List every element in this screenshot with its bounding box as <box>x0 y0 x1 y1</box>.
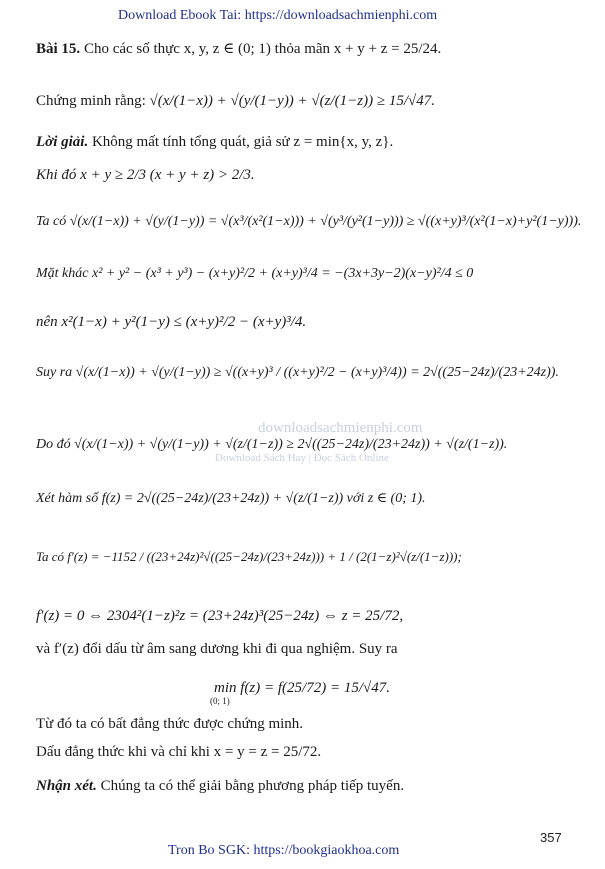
solution-label: Lời giải. <box>36 134 89 150</box>
solution-line-13: Từ đó ta có bất đẳng thức được chứng minh. <box>36 716 304 732</box>
problem-label: Bài 15. <box>36 41 81 57</box>
solution-line-9: Ta có f′(z) = −1152 / ((23+24z)²√((25−24z)/(23+24z))) + 1 / (2(1−z)²√(z/(1−z))); <box>36 549 462 564</box>
solution-line-8: Xét hàm số f(z) = 2√((25−24z)/(23+24z)) + √(z/(1−z)) với z ∈ (0; 1). <box>36 491 426 506</box>
solution-line-4: Mặt khác x² + y² − (x³ + y³) − (x+y)²/2 + (x+y)³/4 = −(3x+3y−2)(x−y)²/4 ≤ 0 <box>36 266 474 281</box>
remark-line <box>36 777 404 795</box>
solution-line-10: f′(z) = 0 ⇔ 2304²(1−z)²z = (23+24z)³(25−24z) ⇔ z = 25/72, <box>36 608 404 624</box>
prove-line <box>36 92 435 110</box>
page-number: 357 <box>540 830 562 845</box>
page-footer: Tron Bo SGK: https://bookgiaokhoa.com <box>168 843 400 858</box>
solution-line-12: min f(z) = f(25/72) = 15/√47. <box>214 680 390 696</box>
page-header: Download Ebook Tai: https://downloadsachmienphi.com <box>118 8 438 23</box>
solution-line-6: Suy ra √(x/(1−x)) + √(y/(1−y)) ≥ √((x+y)³ / ((x+y)²/2 − (x+y)³/4)) = 2√((25−24z)/(23+24z)). <box>36 365 559 380</box>
watermark-tagline: Download Sách Hay | Đọc Sách Online <box>215 452 389 464</box>
solution-line-3: Ta có √(x/(1−x)) + √(y/(1−y)) = √(x³/(x²(1−x))) + √(y³/(y²(1−y))) ≥ √((x+y)³/(x²(1−x)+y²(1−y))). <box>36 214 582 229</box>
solution-line-1 <box>36 133 393 151</box>
solution-line-14: Dấu đẳng thức khi và chỉ khi x = y = z = 25/72. <box>36 744 322 760</box>
remark-text: Chúng ta có thể giải bằng phương pháp tiếp tuyến. <box>100 778 405 794</box>
solution-line-11: và f′(z) đổi dấu từ âm sang dương khi đi qua nghiệm. Suy ra <box>36 641 398 657</box>
solution-line-5: nên x²(1−x) + y²(1−y) ≤ (x+y)²/2 − (x+y)³/4. <box>36 314 307 330</box>
problem-statement: Cho các số thực x, y, z ∈ (0; 1) thỏa mãn x + y + z = 25/24. <box>83 41 442 57</box>
solution-text-1: Không mất tính tổng quát, giả sử z = min{x, y, z}. <box>91 134 394 150</box>
min-subscript: (0; 1) <box>210 696 230 706</box>
problem-line <box>36 40 441 58</box>
solution-line-2: Khi đó x + y ≥ 2/3 (x + y + z) > 2/3. <box>36 167 255 183</box>
remark-label: Nhận xét. <box>36 778 97 794</box>
prove-label: Chứng minh rằng: <box>36 93 146 109</box>
solution-line-7: Do đó √(x/(1−x)) + √(y/(1−y)) + √(z/(1−z)) ≥ 2√((25−24z)/(23+24z)) + √(z/(1−z)). <box>36 437 508 452</box>
watermark-domain: downloadsachmienphi.com <box>258 420 423 436</box>
prove-expression: √(x/(1−x)) + √(y/(1−y)) + √(z/(1−z)) ≥ 15/√47. <box>149 93 435 109</box>
